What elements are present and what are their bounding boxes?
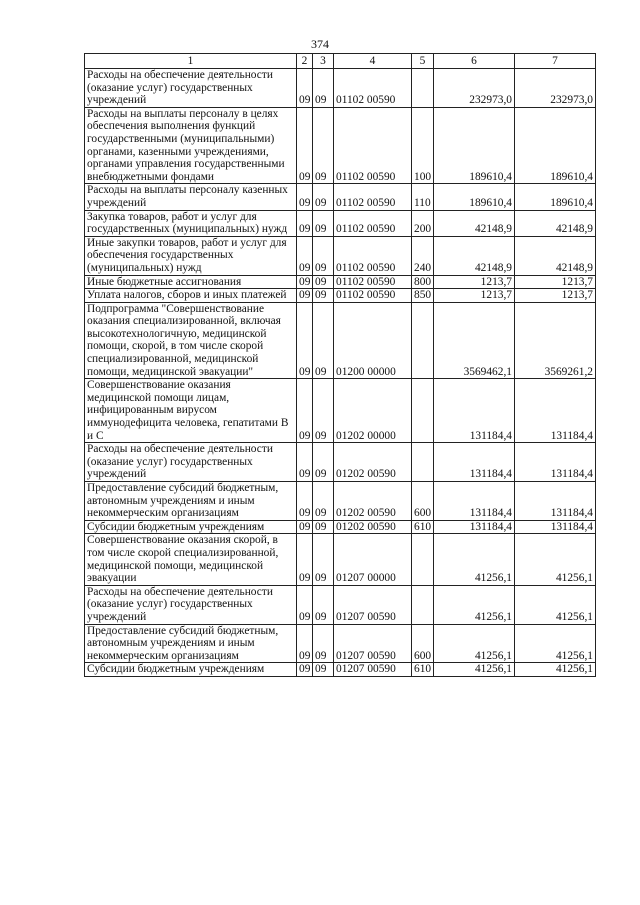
amount-cell: 42148,9 xyxy=(515,236,596,275)
table-row xyxy=(85,236,596,275)
target-article-cell: 01200 00000 xyxy=(334,302,412,379)
section-code-cell: 09 xyxy=(297,236,313,275)
amount-cell: 189610,4 xyxy=(515,107,596,184)
amount-cell: 42148,9 xyxy=(434,236,515,275)
section-code-cell: 09 xyxy=(297,69,313,108)
name-cell: Расходы на обеспечение деятельности (оказание услуг) государственных учреждений xyxy=(85,585,297,624)
amount-cell: 41256,1 xyxy=(434,585,515,624)
expense-type-cell xyxy=(412,534,434,585)
subsection-code-cell: 09 xyxy=(313,236,334,275)
table-row xyxy=(85,210,596,236)
subsection-code-cell: 09 xyxy=(313,107,334,184)
target-article-cell: 01207 00590 xyxy=(334,585,412,624)
header-row xyxy=(85,54,596,69)
amount-cell: 42148,9 xyxy=(515,210,596,236)
amount-cell: 232973,0 xyxy=(515,69,596,108)
expense-type-cell: 610 xyxy=(412,520,434,534)
expense-type-cell xyxy=(412,69,434,108)
subsection-code-cell: 09 xyxy=(313,302,334,379)
amount-cell: 1213,7 xyxy=(515,275,596,289)
expense-type-cell xyxy=(412,379,434,443)
expense-type-cell: 610 xyxy=(412,663,434,677)
expense-type-cell: 600 xyxy=(412,624,434,663)
table-row xyxy=(85,624,596,663)
section-code-cell: 09 xyxy=(297,107,313,184)
amount-cell: 41256,1 xyxy=(515,624,596,663)
target-article-cell: 01102 00590 xyxy=(334,184,412,210)
section-code-cell: 09 xyxy=(297,184,313,210)
target-article-cell: 01202 00590 xyxy=(334,443,412,482)
name-cell: Субсидии бюджетным учреждениям xyxy=(85,663,297,677)
table-row xyxy=(85,275,596,289)
section-code-cell: 09 xyxy=(297,275,313,289)
table-row xyxy=(85,184,596,210)
amount-cell: 189610,4 xyxy=(434,107,515,184)
name-cell: Иные бюджетные ассигнования xyxy=(85,275,297,289)
expense-type-cell xyxy=(412,443,434,482)
amount-cell: 131184,4 xyxy=(515,379,596,443)
table-body xyxy=(85,69,596,677)
amount-cell: 41256,1 xyxy=(515,534,596,585)
subsection-code-cell: 09 xyxy=(313,289,334,303)
target-article-cell: 01207 00000 xyxy=(334,534,412,585)
subsection-code-cell: 09 xyxy=(313,585,334,624)
amount-cell: 232973,0 xyxy=(434,69,515,108)
name-cell: Расходы на обеспечение деятельности (оказание услуг) государственных учреждений xyxy=(85,443,297,482)
amount-cell: 131184,4 xyxy=(515,443,596,482)
name-cell: Совершенствование оказания медицинской помощи лицам, инфицированным вирусом иммунодефицита человека, гепатитами В и С xyxy=(85,379,297,443)
section-code-cell: 09 xyxy=(297,534,313,585)
amount-cell: 41256,1 xyxy=(434,624,515,663)
amount-cell: 1213,7 xyxy=(434,275,515,289)
table-row xyxy=(85,534,596,585)
table-row xyxy=(85,69,596,108)
name-cell: Предоставление субсидий бюджетным, автономным учреждениям и иным некоммерческим организациям xyxy=(85,482,297,521)
target-article-cell: 01102 00590 xyxy=(334,236,412,275)
name-cell: Подпрограмма "Совершенствование оказания специализированной, включая высокотехнологичную, медицинской помощи, скорой, в том числе скорой специализированной, медицинской помощи, медицинской эвакуации" xyxy=(85,302,297,379)
amount-cell: 3569462,1 xyxy=(434,302,515,379)
target-article-cell: 01207 00590 xyxy=(334,624,412,663)
target-article-cell: 01202 00590 xyxy=(334,520,412,534)
budget-table xyxy=(84,53,596,677)
amount-cell: 41256,1 xyxy=(515,663,596,677)
amount-cell: 41256,1 xyxy=(434,534,515,585)
section-code-cell: 09 xyxy=(297,520,313,534)
name-cell: Совершенствование оказания скорой, в том числе скорой специализированной, медицинской помощи, медицинской эвакуации xyxy=(85,534,297,585)
target-article-cell: 01102 00590 xyxy=(334,289,412,303)
amount-cell: 42148,9 xyxy=(434,210,515,236)
section-code-cell: 09 xyxy=(297,210,313,236)
header-cell: 1 xyxy=(85,54,297,69)
amount-cell: 41256,1 xyxy=(434,663,515,677)
amount-cell: 3569261,2 xyxy=(515,302,596,379)
header-cell: 5 xyxy=(412,54,434,69)
header-cell: 4 xyxy=(334,54,412,69)
subsection-code-cell: 09 xyxy=(313,275,334,289)
header-cell: 7 xyxy=(515,54,596,69)
target-article-cell: 01202 00590 xyxy=(334,482,412,521)
name-cell: Иные закупки товаров, работ и услуг для обеспечения государственных (муниципальных) нужд xyxy=(85,236,297,275)
name-cell: Расходы на выплаты персоналу в целях обеспечения выполнения функций государственными (муниципальными) органами, казенными учреждениями, органами управления государственными внебюджетными фондами xyxy=(85,107,297,184)
header-cell: 6 xyxy=(434,54,515,69)
header-cell: 2 xyxy=(297,54,313,69)
amount-cell: 131184,4 xyxy=(515,482,596,521)
section-code-cell: 09 xyxy=(297,302,313,379)
section-code-cell: 09 xyxy=(297,585,313,624)
section-code-cell: 09 xyxy=(297,379,313,443)
page-number: 374 xyxy=(311,37,329,51)
subsection-code-cell: 09 xyxy=(313,379,334,443)
table-row xyxy=(85,443,596,482)
subsection-code-cell: 09 xyxy=(313,663,334,677)
name-cell: Закупка товаров, работ и услуг для государственных (муниципальных) нужд xyxy=(85,210,297,236)
section-code-cell: 09 xyxy=(297,443,313,482)
amount-cell: 131184,4 xyxy=(434,520,515,534)
table-row xyxy=(85,289,596,303)
amount-cell: 41256,1 xyxy=(515,585,596,624)
expense-type-cell: 100 xyxy=(412,107,434,184)
header-cell: 3 xyxy=(313,54,334,69)
target-article-cell: 01102 00590 xyxy=(334,107,412,184)
table-row xyxy=(85,520,596,534)
amount-cell: 131184,4 xyxy=(434,379,515,443)
table-row xyxy=(85,482,596,521)
subsection-code-cell: 09 xyxy=(313,443,334,482)
expense-type-cell: 600 xyxy=(412,482,434,521)
expense-type-cell xyxy=(412,585,434,624)
amount-cell: 1213,7 xyxy=(434,289,515,303)
name-cell: Субсидии бюджетным учреждениям xyxy=(85,520,297,534)
subsection-code-cell: 09 xyxy=(313,520,334,534)
amount-cell: 131184,4 xyxy=(515,520,596,534)
target-article-cell: 01102 00590 xyxy=(334,69,412,108)
amount-cell: 1213,7 xyxy=(515,289,596,303)
target-article-cell: 01207 00590 xyxy=(334,663,412,677)
expense-type-cell: 110 xyxy=(412,184,434,210)
subsection-code-cell: 09 xyxy=(313,624,334,663)
section-code-cell: 09 xyxy=(297,482,313,521)
table-row xyxy=(85,379,596,443)
subsection-code-cell: 09 xyxy=(313,69,334,108)
expense-type-cell: 850 xyxy=(412,289,434,303)
amount-cell: 189610,4 xyxy=(434,184,515,210)
target-article-cell: 01202 00000 xyxy=(334,379,412,443)
subsection-code-cell: 09 xyxy=(313,482,334,521)
section-code-cell: 09 xyxy=(297,289,313,303)
section-code-cell: 09 xyxy=(297,663,313,677)
name-cell: Предоставление субсидий бюджетным, автономным учреждениям и иным некоммерческим организациям xyxy=(85,624,297,663)
amount-cell: 131184,4 xyxy=(434,482,515,521)
expense-type-cell: 240 xyxy=(412,236,434,275)
expense-type-cell: 200 xyxy=(412,210,434,236)
table-row xyxy=(85,585,596,624)
subsection-code-cell: 09 xyxy=(313,534,334,585)
subsection-code-cell: 09 xyxy=(313,184,334,210)
table-row xyxy=(85,663,596,677)
name-cell: Уплата налогов, сборов и иных платежей xyxy=(85,289,297,303)
expense-type-cell xyxy=(412,302,434,379)
table-row xyxy=(85,302,596,379)
table-row xyxy=(85,107,596,184)
section-code-cell: 09 xyxy=(297,624,313,663)
amount-cell: 189610,4 xyxy=(515,184,596,210)
name-cell: Расходы на обеспечение деятельности (оказание услуг) государственных учреждений xyxy=(85,69,297,108)
expense-type-cell: 800 xyxy=(412,275,434,289)
name-cell: Расходы на выплаты персоналу казенных учреждений xyxy=(85,184,297,210)
target-article-cell: 01102 00590 xyxy=(334,210,412,236)
target-article-cell: 01102 00590 xyxy=(334,275,412,289)
amount-cell: 131184,4 xyxy=(434,443,515,482)
subsection-code-cell: 09 xyxy=(313,210,334,236)
